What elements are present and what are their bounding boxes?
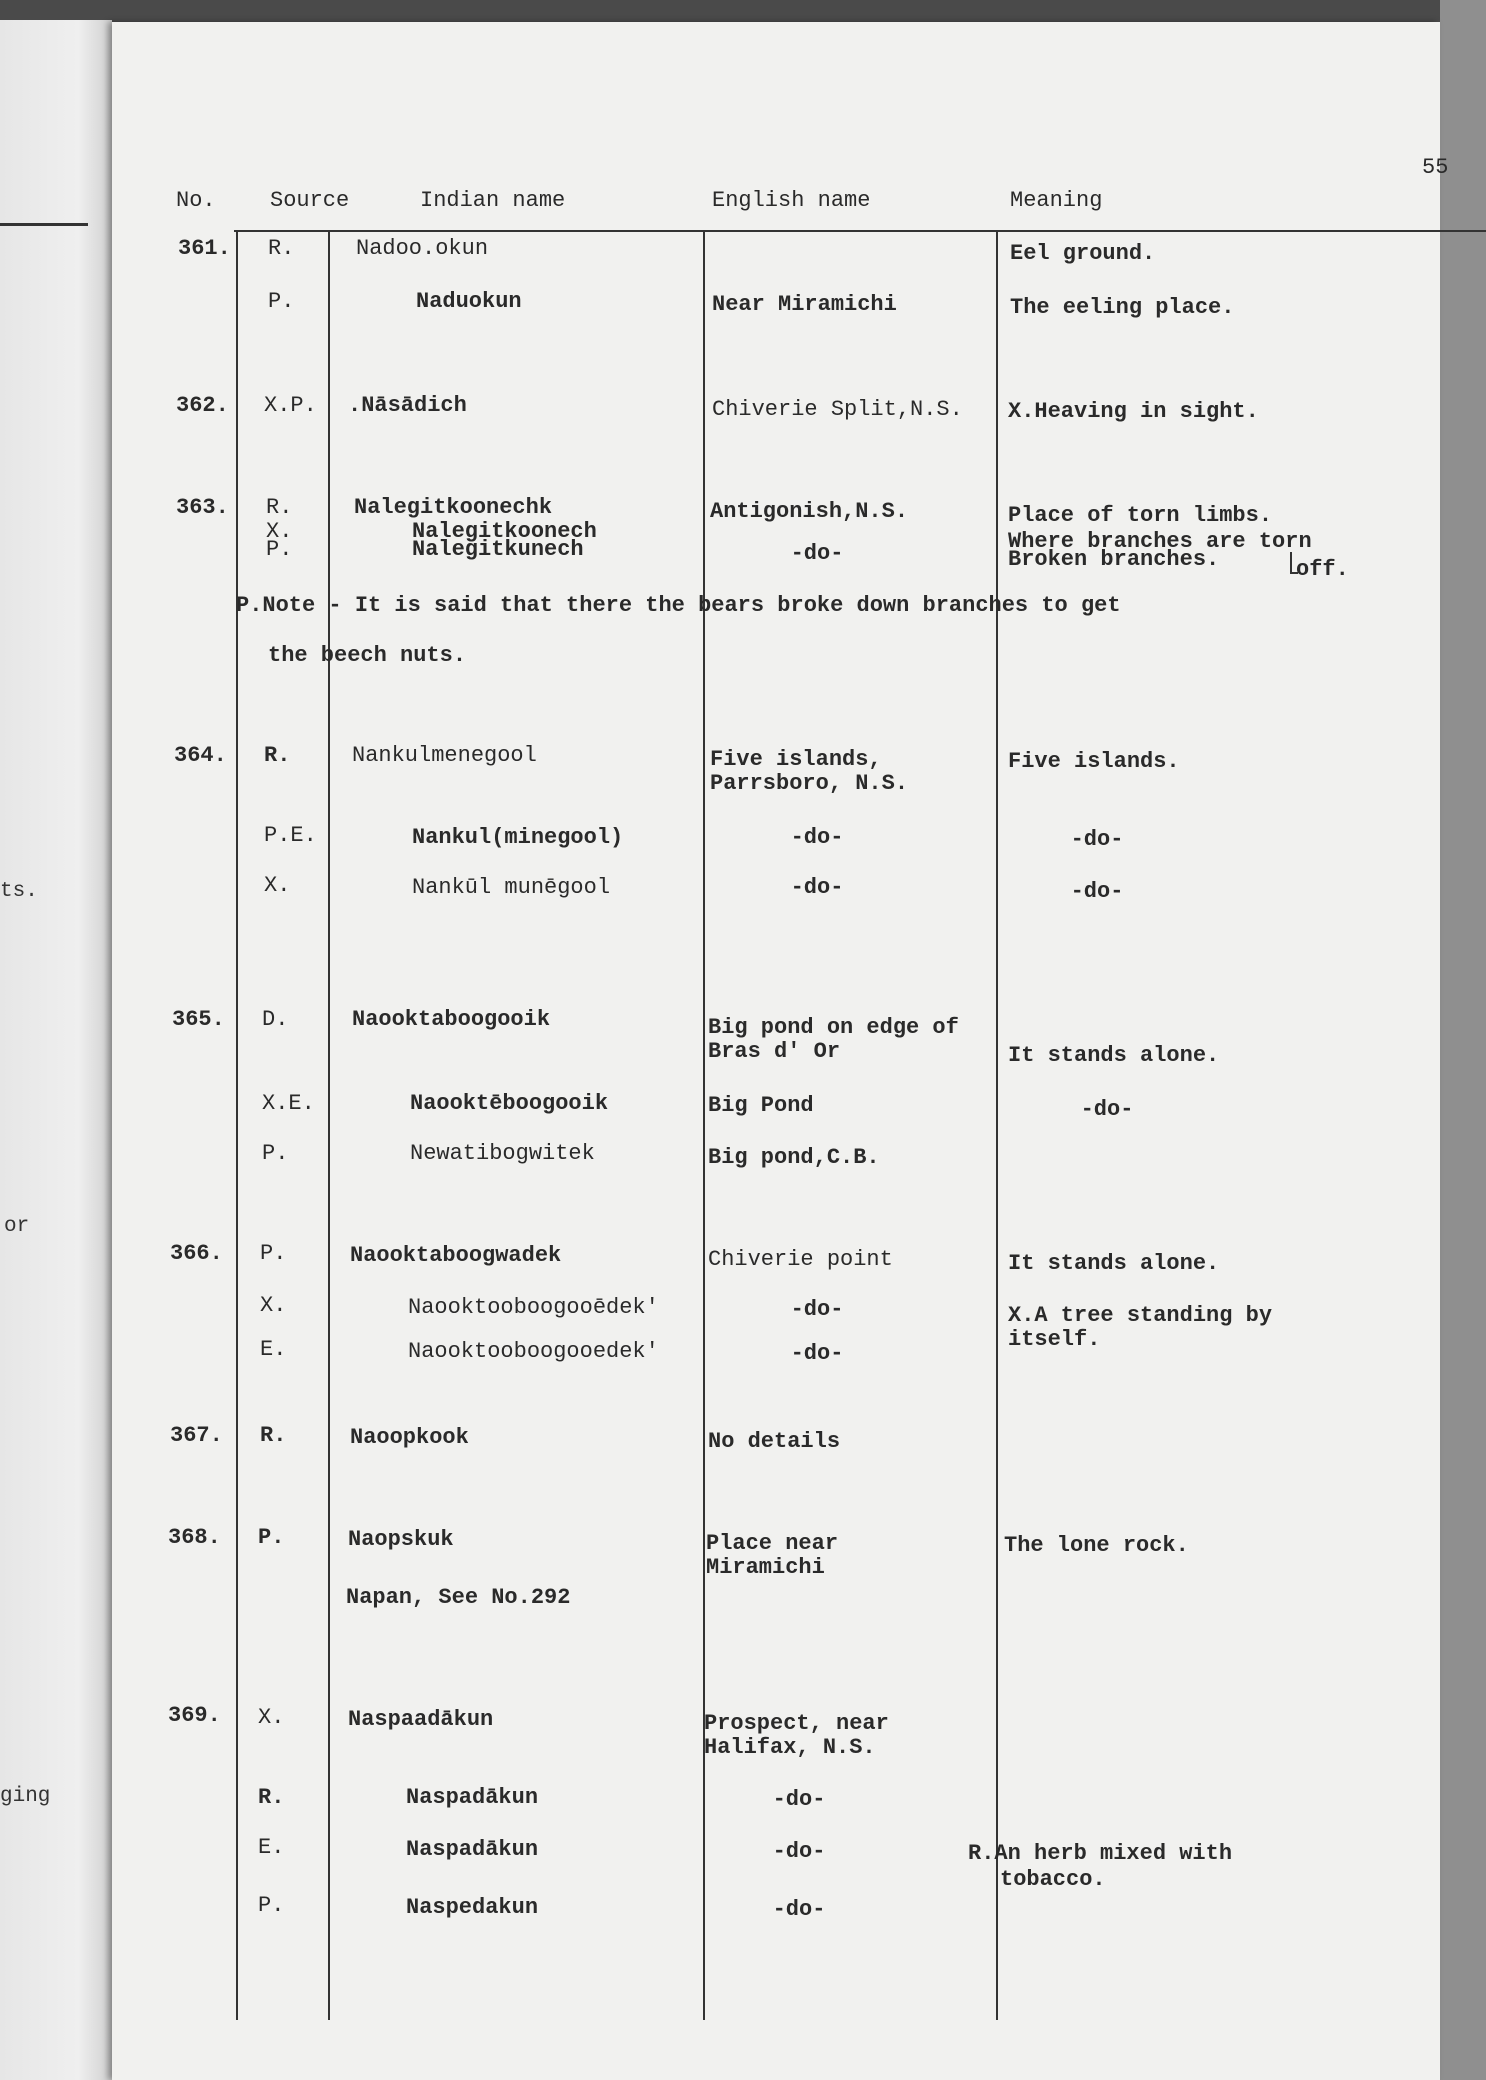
source-code: X.P. bbox=[264, 393, 317, 418]
meaning-continuation: off. bbox=[1296, 557, 1349, 582]
meaning: The lone rock. bbox=[1004, 1533, 1189, 1558]
english-name: -do- bbox=[772, 1787, 826, 1812]
english-name: Near Miramichi bbox=[712, 292, 897, 317]
meaning: -do- bbox=[1070, 879, 1124, 904]
indian-name: Newatibogwitek bbox=[410, 1141, 595, 1166]
english-name: -do- bbox=[790, 1341, 844, 1366]
source-code: R. bbox=[258, 1785, 285, 1810]
source-code: P. bbox=[268, 289, 295, 314]
source-code: P. bbox=[262, 1141, 289, 1166]
meaning: X.A tree standing by bbox=[1008, 1303, 1273, 1328]
english-name: -do- bbox=[772, 1839, 826, 1864]
indian-name: Naspadākun bbox=[406, 1785, 539, 1810]
top-shadow bbox=[0, 0, 1440, 24]
source-code: X. bbox=[258, 1705, 285, 1730]
english-name: Place near bbox=[706, 1531, 839, 1556]
meaning: It stands alone. bbox=[1008, 1043, 1220, 1068]
note-line: the beech nuts. bbox=[268, 643, 467, 668]
source-code: R. bbox=[268, 236, 295, 261]
english-name: Parrsboro, N.S. bbox=[710, 771, 909, 796]
english-name: No details bbox=[708, 1429, 841, 1454]
entry-number: 367. bbox=[170, 1423, 223, 1448]
indian-name: Naooktooboogooedek' bbox=[408, 1339, 659, 1364]
meaning: Broken branches. bbox=[1008, 547, 1220, 572]
english-name: -do- bbox=[790, 875, 844, 900]
english-name: Antigonish,N.S. bbox=[710, 499, 909, 524]
source-code: P. bbox=[260, 1241, 287, 1266]
header-indian-name: Indian name bbox=[420, 188, 566, 213]
english-name: Big pond on edge of bbox=[708, 1015, 959, 1040]
column-rule-no bbox=[236, 230, 238, 2020]
indian-name: Nalegitkunech bbox=[412, 537, 584, 562]
indian-name: Napan, See No.292 bbox=[346, 1585, 571, 1610]
header-no: No. bbox=[176, 188, 216, 213]
meaning: Place of torn limbs. bbox=[1008, 503, 1273, 528]
meaning: tobacco. bbox=[1000, 1867, 1106, 1892]
source-code: R. bbox=[266, 495, 293, 520]
source-code: X. bbox=[264, 873, 291, 898]
meaning: It stands alone. bbox=[1008, 1251, 1220, 1276]
indian-name: Naooktooboogooēdek' bbox=[408, 1295, 659, 1320]
indian-name: Nankūl munēgool bbox=[412, 875, 611, 900]
indian-name: Nalegitkoonech bbox=[412, 519, 597, 544]
english-name: -do- bbox=[790, 1297, 844, 1322]
meaning: Eel ground. bbox=[1010, 241, 1156, 266]
meaning: Where branches are torn bbox=[1008, 529, 1312, 554]
facing-page-edge bbox=[0, 20, 112, 2080]
entry-number: 366. bbox=[170, 1241, 223, 1266]
english-name: Halifax, N.S. bbox=[704, 1735, 876, 1760]
indian-name: Naoopkook bbox=[350, 1425, 469, 1450]
column-rule-source bbox=[328, 230, 330, 2020]
entry-number: 369. bbox=[168, 1703, 221, 1728]
meaning: -do- bbox=[1080, 1097, 1134, 1122]
english-name: Bras d' Or bbox=[708, 1039, 841, 1064]
indian-name: Nankul(minegool) bbox=[412, 825, 624, 850]
source-code: X.E. bbox=[262, 1091, 315, 1116]
source-code: P. bbox=[266, 537, 293, 562]
facing-page-fragment: or bbox=[4, 1215, 30, 1238]
source-code: R. bbox=[264, 743, 291, 768]
indian-name: Naspaadākun bbox=[348, 1707, 494, 1732]
source-code: X. bbox=[266, 519, 293, 544]
indian-name: Naspadākun bbox=[406, 1837, 539, 1862]
source-code: P. bbox=[258, 1893, 285, 1918]
indian-name: Naooktaboogwadek bbox=[350, 1243, 562, 1268]
meaning: X.Heaving in sight. bbox=[1008, 399, 1259, 424]
english-name: Big pond,C.B. bbox=[708, 1145, 880, 1170]
indian-name: Nankulmenegool bbox=[352, 743, 537, 768]
indian-name: Naspedakun bbox=[406, 1895, 539, 1920]
source-code: P.E. bbox=[264, 823, 317, 848]
entry-number: 362. bbox=[176, 393, 229, 418]
source-code: R. bbox=[260, 1423, 287, 1448]
english-name: Prospect, near bbox=[704, 1711, 889, 1736]
entry-number: 361. bbox=[178, 236, 231, 261]
entry-number: 364. bbox=[174, 743, 227, 768]
indian-name: .Nāsādich bbox=[348, 393, 467, 418]
english-name: -do- bbox=[790, 541, 844, 566]
entry-number: 363. bbox=[176, 495, 229, 520]
column-rule-english bbox=[996, 230, 998, 2020]
indian-name: Naopskuk bbox=[348, 1527, 454, 1552]
meaning: The eeling place. bbox=[1010, 295, 1235, 320]
source-code: X. bbox=[260, 1293, 287, 1318]
english-name: Chiverie point bbox=[708, 1247, 893, 1272]
english-name: Big Pond bbox=[708, 1093, 814, 1118]
meaning: itself. bbox=[1008, 1327, 1101, 1352]
header-english-name: English name bbox=[712, 188, 871, 213]
meaning: -do- bbox=[1070, 827, 1124, 852]
english-name: -do- bbox=[772, 1897, 826, 1922]
indian-name: Naooktēboogooik bbox=[410, 1091, 609, 1116]
document-page bbox=[112, 22, 1449, 2080]
entry-number: 365. bbox=[172, 1007, 225, 1032]
source-code: E. bbox=[258, 1835, 285, 1860]
header-meaning: Meaning bbox=[1010, 188, 1103, 213]
indian-name: Nalegitkoonechk bbox=[354, 495, 553, 520]
indian-name: Naooktaboogooik bbox=[352, 1007, 551, 1032]
note-line: P.Note - It is said that there the bears broke down branches to get bbox=[236, 593, 1121, 618]
indian-name: Naduokun bbox=[416, 289, 522, 314]
facing-page-rule bbox=[0, 223, 88, 226]
meaning: Five islands. bbox=[1008, 749, 1180, 774]
indian-name: Nadoo.okun bbox=[356, 236, 489, 261]
source-code: P. bbox=[258, 1525, 285, 1550]
english-name: Five islands, bbox=[710, 747, 882, 772]
source-code: E. bbox=[260, 1337, 287, 1362]
facing-page-fragment: ts. bbox=[0, 880, 38, 903]
facing-page-fragment: ging bbox=[0, 1785, 51, 1808]
entry-number: 368. bbox=[168, 1525, 221, 1550]
english-name: Chiverie Split,N.S. bbox=[712, 397, 963, 422]
english-name: -do- bbox=[790, 825, 844, 850]
page-number: 55 bbox=[1422, 155, 1449, 180]
header-source: Source bbox=[270, 188, 350, 213]
source-code: D. bbox=[262, 1007, 289, 1032]
meaning: R.An herb mixed with bbox=[968, 1841, 1233, 1866]
header-rule bbox=[234, 230, 1486, 232]
english-name: Miramichi bbox=[706, 1555, 825, 1580]
